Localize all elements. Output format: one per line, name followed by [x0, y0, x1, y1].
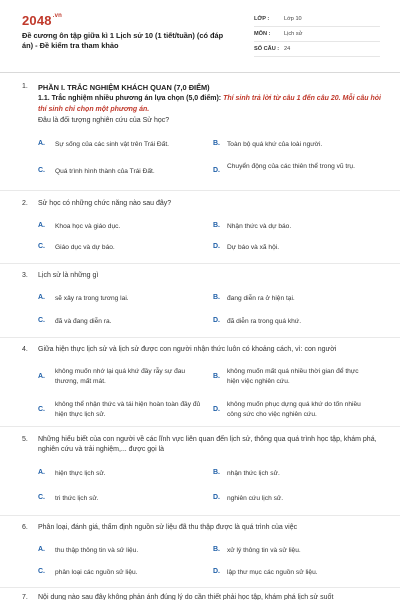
option-text[interactable]: đã diễn ra trong quá khứ.: [227, 318, 302, 325]
question-text: Lịch sử là những gì: [38, 272, 99, 279]
option-text[interactable]: nghiên cứu lịch sử.: [227, 495, 284, 502]
section-instructions: 1.1. Trắc nghiệm nhiều phương án lựa chọn (5,0 điểm): Thí sinh trả lời từ câu 1 đến câu 20. Mỗi câu hỏi thí sinh chỉ chọn một phương án.: [38, 95, 381, 113]
question-number: 3.: [22, 272, 28, 279]
option-letter[interactable]: C.: [38, 568, 45, 575]
option-letter[interactable]: B.: [213, 469, 220, 476]
meta-row-subject: [254, 29, 380, 42]
question-divider: [0, 263, 400, 264]
option-letter[interactable]: B.: [213, 140, 220, 147]
question-number: 4.: [22, 346, 28, 353]
meta-value: Lớp 10: [284, 16, 302, 22]
option-letter[interactable]: B.: [213, 294, 220, 301]
question-number: 2.: [22, 200, 28, 207]
option-text[interactable]: thu thập thông tin và sử liệu.: [55, 547, 139, 554]
option-text[interactable]: không muốn phục dựng quá khứ do tốn nhiều công sức cho việc nghiên cứu.: [227, 401, 361, 418]
meta-value: 24: [284, 46, 291, 52]
option-text[interactable]: xử lý thông tin và sử liệu.: [227, 547, 301, 554]
option-letter[interactable]: D.: [213, 568, 220, 575]
option-letter[interactable]: D.: [213, 317, 220, 324]
question-divider: [0, 587, 400, 588]
question-text: Những hiểu biết của con người về các lĩnh vực liên quan đến lịch sử, thông qua quá trình học tập, khám phá, nghiên cứu và trải nghiệm,... được gọi là: [38, 436, 377, 453]
question-text: Nội dung nào sau đây không phản ánh đúng lý do cần thiết phải học tập, khám phá lịch sử suốt: [38, 594, 334, 600]
option-letter[interactable]: D.: [213, 406, 220, 413]
option-text[interactable]: Nhận thức và dự báo.: [227, 223, 292, 230]
option-text[interactable]: phân loại các nguồn sử liệu.: [55, 569, 138, 576]
option-text[interactable]: không muốn nhớ lại quá khứ đầy rẫy sự đau thương, mất mát.: [55, 368, 186, 385]
option-letter[interactable]: C.: [38, 406, 45, 413]
option-text[interactable]: đã và đang diễn ra.: [55, 318, 112, 325]
question-text: Phân loại, đánh giá, thẩm định nguồn sử liệu đã thu thập được là quá trình của việc: [38, 524, 298, 531]
option-letter[interactable]: C.: [38, 317, 45, 324]
document-header: [0, 0, 400, 68]
option-letter[interactable]: D.: [213, 167, 220, 174]
site-logo[interactable]: $2048^{.vn}$: [22, 13, 63, 28]
meta-row-count: [254, 44, 380, 57]
option-text[interactable]: nhận thức lịch sử.: [227, 470, 280, 477]
option-letter[interactable]: A.: [38, 469, 45, 476]
meta-key: MÔN :: [254, 31, 271, 37]
option-letter[interactable]: A.: [38, 294, 45, 301]
header-divider: [0, 72, 400, 73]
option-text[interactable]: tri thức lịch sử.: [55, 495, 99, 502]
question-text: Sử học có những chức năng nào sau đây?: [38, 200, 172, 207]
option-text[interactable]: Chuyển động của các thiên thể trong vũ trụ.: [227, 163, 355, 170]
option-text[interactable]: lập thư mục các nguồn sử liệu.: [227, 569, 318, 576]
option-text[interactable]: Dự báo và xã hội.: [227, 244, 280, 251]
option-letter[interactable]: A.: [38, 373, 45, 380]
question-divider: [0, 337, 400, 338]
meta-row-class: [254, 14, 380, 27]
document-meta: [254, 14, 380, 59]
meta-key: LỚP :: [254, 16, 270, 22]
option-letter[interactable]: A.: [38, 546, 45, 553]
option-text[interactable]: không thể nhận thức và tái hiện hoàn toàn đầy đủ hiện thực lịch sử.: [55, 401, 201, 418]
option-letter[interactable]: A.: [38, 222, 45, 229]
option-text[interactable]: Giáo dục và dự báo.: [55, 244, 115, 251]
document-title: Đề cương ôn tập giữa kì 1 Lịch sử 10 (1 tiết/tuần) (có đáp án) - Đề kiểm tra tham khảo: [22, 31, 224, 50]
question-number: 6.: [22, 524, 28, 531]
option-letter[interactable]: D.: [213, 494, 220, 501]
option-text[interactable]: không muốn mất quá nhiều thời gian để thực hiện việc nghiên cứu.: [227, 368, 359, 385]
option-letter[interactable]: B.: [213, 373, 220, 380]
question-divider: [0, 515, 400, 516]
option-letter[interactable]: B.: [213, 222, 220, 229]
option-letter[interactable]: C.: [38, 494, 45, 501]
question-text: Giữa hiện thực lịch sử và lịch sử được con người nhận thức luôn có khoảng cách, vì: con người: [38, 346, 337, 353]
section-title: PHẦN I. TRẮC NGHIỆM KHÁCH QUAN (7,0 ĐIỂM): [38, 83, 210, 92]
option-letter[interactable]: C.: [38, 243, 45, 250]
option-letter[interactable]: B.: [213, 546, 220, 553]
option-letter[interactable]: D.: [213, 243, 220, 250]
question-number: 5.: [22, 436, 28, 443]
option-text[interactable]: Sự sống của các sinh vật trên Trái Đất.: [55, 141, 169, 148]
meta-value: Lịch sử: [284, 31, 303, 37]
meta-key: SỐ CÂU :: [254, 46, 280, 52]
question-divider: [0, 190, 400, 191]
option-text[interactable]: Toàn bộ quá khứ của loài người.: [227, 141, 323, 148]
option-text[interactable]: Khoa học và giáo dục.: [55, 223, 121, 230]
question-divider: [0, 426, 400, 427]
option-letter[interactable]: A.: [38, 140, 45, 147]
option-text[interactable]: sẽ xảy ra trong tương lai.: [55, 295, 129, 302]
option-text[interactable]: Quá trình hình thành của Trái Đất.: [55, 168, 155, 175]
question-text: Đâu là đối tượng nghiên cứu của Sử học?: [38, 117, 170, 124]
option-text[interactable]: hiện thực lịch sử.: [55, 470, 106, 477]
option-letter[interactable]: C.: [38, 167, 45, 174]
question-number: 7.: [22, 594, 28, 600]
option-text[interactable]: đang diễn ra ở hiện tại.: [227, 295, 295, 302]
question-number: 1.: [22, 83, 28, 90]
